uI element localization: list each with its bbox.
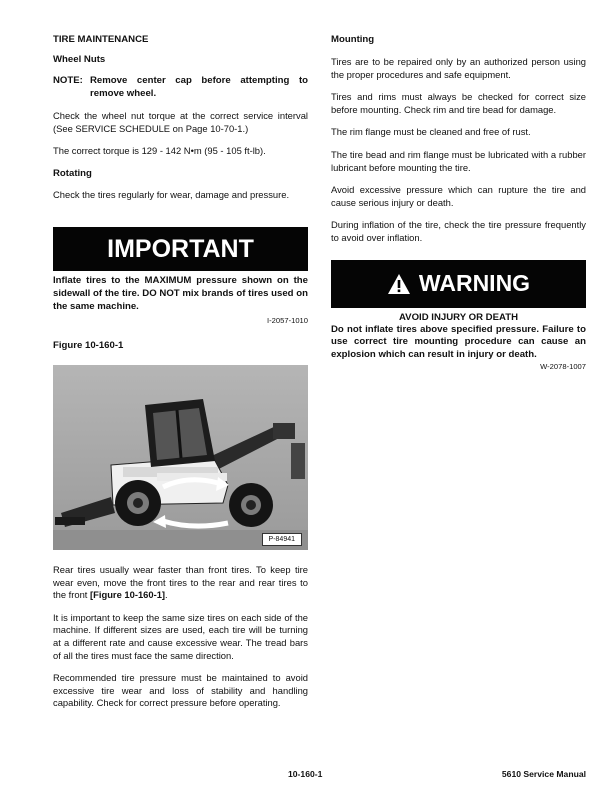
rear-tires-text-main: Rear tires usually wear faster than front tires. To keep tire wear even, move the front tires to the rear and rear tires to the front <box>53 564 308 601</box>
tire-pressure-text: Recommended tire pressure must be maintained to avoid excessive tire wear and loss of stability and handling capability. Check for correct pressure before operating. <box>53 672 308 709</box>
mounting-text-4: The tire bead and rim flange must be lubricated with a rubber lubricant before mounting the tire. <box>331 148 586 173</box>
mounting-text-5: Avoid excessive pressure which can rupture the tire and cause serious injury or death. <box>331 184 586 208</box>
right-column <box>331 34 586 372</box>
mounting-text-3: The rim flange must be cleaned and free of rust. <box>331 126 531 138</box>
warning-label: WARNING <box>418 270 531 297</box>
same-size-text: It is important to keep the same size tires on each side of the machine. If different sizes are used, each tire will be turning at a different rate and cause excessive wear. The tread bars of all the tires must face the same direction. <box>53 611 308 661</box>
photo-id-label: P-84941 <box>262 533 302 546</box>
figure-reference: [Figure 10-160-1] <box>90 589 166 601</box>
section-title: TIRE MAINTENANCE <box>53 34 149 45</box>
left-column-lower <box>53 564 308 710</box>
mounting-text-6: During inflation of the tire, check the tire pressure frequently to avoid over inflation. <box>331 219 586 243</box>
important-banner <box>53 227 308 271</box>
important-text: Inflate tires to the MAXIMUM pressure shown on the sidewall of the tire. DO NOT mix brands of tires used on the same machine. <box>53 275 308 312</box>
left-column <box>53 34 308 352</box>
page-number: 10-160-1 <box>288 769 323 779</box>
rotating-heading: Rotating <box>53 167 92 179</box>
warning-triangle-icon <box>387 273 411 295</box>
note-label: NOTE: <box>53 75 83 86</box>
rear-tires-text <box>53 564 308 602</box>
torque-value-text: The correct torque is 129 - 142 N•m (95 - 105 ft-lb). <box>53 145 266 157</box>
manual-name: 5610 Service Manual <box>501 769 586 779</box>
telehandler-photo <box>53 365 308 550</box>
note-block <box>53 74 308 100</box>
rotating-text: Check the tires regularly for wear, damage and pressure. <box>53 188 290 200</box>
mounting-heading: Mounting <box>331 34 375 45</box>
telehandler-illustration <box>53 365 308 550</box>
warning-title: AVOID INJURY OR DEATH <box>398 311 519 323</box>
warning-text: Do not inflate tires above specified pressure. Failure to use correct tire mounting procedure can cause an explosion which can result in injury or death. <box>331 323 586 360</box>
warning-banner <box>331 260 586 308</box>
note-text: Remove center cap before attempting to remove wheel. <box>90 75 308 99</box>
mounting-text-2: Tires and rims must always be checked for correct size before mounting. Check rim and tire bead for damage. <box>331 91 586 115</box>
warning-ref: W-2078-1007 <box>540 362 586 372</box>
torque-check-text: Check the wheel nut torque at the correct service interval (See SERVICE SCHEDULE on Page 10-70-1.) <box>53 110 308 134</box>
rear-tires-text-end: . <box>165 589 168 601</box>
important-label: IMPORTANT <box>107 234 254 263</box>
figure-label: Figure 10-160-1 <box>53 340 124 352</box>
important-ref: I-2057-1010 <box>267 316 308 326</box>
wheel-nuts-heading: Wheel Nuts <box>53 54 106 65</box>
mounting-text-1: Tires are to be repaired only by an authorized person using the proper procedures and safe equipment. <box>331 56 586 80</box>
